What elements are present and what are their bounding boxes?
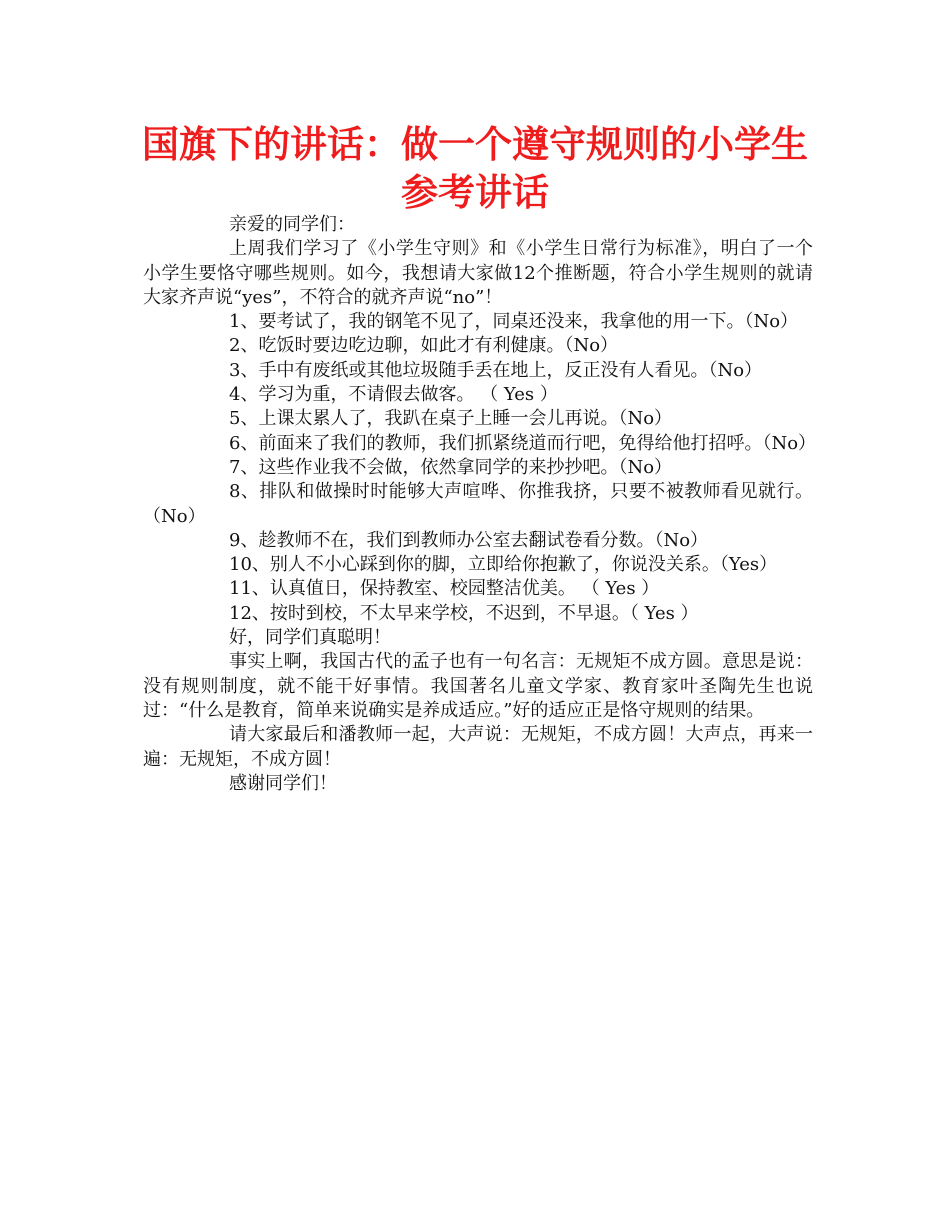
question-item: 12、按时到校，不太早来学校，不迟到，不早退。（ Yes ） (229, 602, 699, 624)
question-item: 7、这些作业我不会做，依然拿同学的来抄抄吧。（No） (229, 456, 673, 478)
document-subtitle: 参考讲话 (401, 171, 549, 214)
question-item: 4、学习为重，不请假去做客。 （ Yes ） (229, 384, 558, 406)
question-item: 2、吃饭时要边吃边聊，如此才有利健康。（No） (229, 335, 619, 357)
proverb-paragraph: 事实上啊，我国古代的孟子也有一句名言：无规矩不成方圆。意思是说：没有规则制度，就不能干好事情。我国著名儿童文学家、教育家叶圣陶先生也说过：“什么是教育，简单来说确实是养成适应。”好的适应正是恪守规则的结果。 (143, 651, 813, 721)
chant-paragraph: 请大家最后和潘教师一起，大声说：无规矩，不成方圆！大声点，再来一遍：无规矩，不成方圆！ (143, 724, 813, 770)
question-item: 3、手中有废纸或其他垃圾随手丢在地上，反正没有人看见。（No） (229, 359, 763, 381)
document-title: 国旗下的讲话：做一个遵守规则的小学生 (142, 123, 808, 166)
question-item: 10、别人不小心踩到你的脚，立即给你抱歉了，你说没关系。（Yes） (229, 554, 778, 576)
intro-paragraph: 上周我们学习了《小学生守则》和《小学生日常行为标准》，明白了一个小学生要恪守哪些规则。如今，我想请大家做12个推断题，符合小学生规则的就请大家齐声说“yes”，不符合的就齐声说“no”！ (143, 238, 813, 308)
question-item: 8、排队和做操时时能够大声喧哗、你推我挤，只要不被教师看见就行。（No） (143, 481, 813, 527)
greeting-paragraph: 亲爱的同学们： (229, 214, 355, 235)
question-item: 6、前面来了我们的教师，我们抓紧绕道而行吧，免得给他打招呼。（No） (229, 432, 817, 454)
praise-paragraph: 好，同学们真聪明！ (229, 627, 391, 649)
question-item: 5、上课太累人了，我趴在桌子上睡一会儿再说。（No） (229, 408, 673, 430)
question-item: 11、认真值日，保持教室、校园整洁优美。 （ Yes ） (229, 578, 660, 600)
question-item: 1、要考试了，我的钢笔不见了，同桌还没来，我拿他的用一下。（No） (229, 311, 799, 333)
closing-paragraph: 感谢同学们！ (229, 772, 337, 794)
speech-body (143, 213, 817, 796)
question-item: 9、趁教师不在，我们到教师办公室去翻试卷看分数。（No） (229, 529, 709, 551)
